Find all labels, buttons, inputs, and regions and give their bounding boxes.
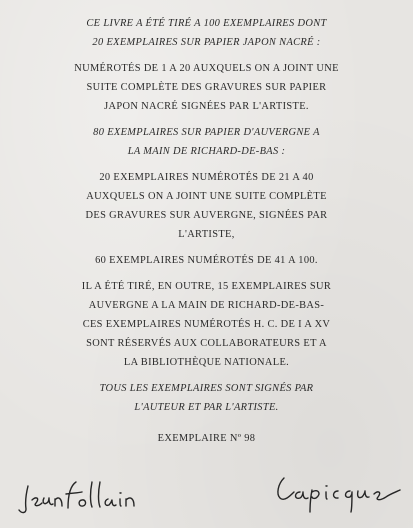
text-line: 80 EXEMPLAIRES SUR PAPIER D'AUVERGNE A: [93, 127, 320, 138]
text-line: AUXQUELS ON A JOINT UNE SUITE COMPLÈTE: [86, 191, 327, 202]
text-line: IL A ÉTÉ TIRÉ, EN OUTRE, 15 EXEMPLAIRES SUR: [81, 281, 332, 292]
edition-statement: [0, 14, 413, 52]
author-signature: [16, 476, 166, 518]
text-line: DES GRAVURES SUR AUVERGNE, SIGNÉES PAR: [85, 210, 328, 221]
text-line: LA MAIN DE RICHARD-DE-BAS :: [127, 146, 286, 157]
text-line: CES EXEMPLAIRES NUMÉROTÉS H. C. DE I A XV: [82, 319, 331, 330]
text-line: JAPON NACRÉ SIGNÉES PAR L'ARTISTE.: [104, 101, 309, 112]
text-line: L'ARTISTE,: [178, 229, 235, 240]
copy-number: [0, 429, 413, 448]
text-line: L'AUTEUR ET PAR L'ARTISTE.: [134, 402, 279, 413]
text-line: 60 EXEMPLAIRES NUMÉROTÉS DE 41 A 100.: [95, 255, 318, 266]
text-line: SUITE COMPLÈTE DES GRAVURES SUR PAPIER: [86, 82, 327, 93]
text-line: TOUS LES EXEMPLAIRES SONT SIGNÉS PAR: [99, 383, 314, 394]
text-line: SONT RÉSERVÉS AUX COLLABORATEURS ET A: [86, 338, 327, 349]
signed-statement: [0, 379, 413, 417]
text-line: AUVERGNE A LA MAIN DE RICHARD-DE-BAS-: [88, 300, 325, 311]
hors-commerce-paragraph: [0, 277, 413, 372]
japon-copies-paragraph: [0, 59, 413, 116]
text-line: NUMÉROTÉS DE 1 A 20 AUXQUELS ON A JOINT UNE: [74, 63, 339, 74]
text-line: LA BIBLIOTHÈQUE NATIONALE.: [123, 357, 290, 368]
artist-signature: [270, 470, 405, 516]
colophon-text: [0, 14, 413, 448]
text-line: 20 EXEMPLAIRES NUMÉROTÉS DE 21 A 40: [99, 172, 314, 183]
auvergne-statement: [0, 123, 413, 161]
remaining-copies-paragraph: [0, 251, 413, 270]
text-line: 20 EXEMPLAIRES SUR PAPIER JAPON NACRÉ :: [92, 37, 321, 48]
auvergne-copies-paragraph: [0, 168, 413, 244]
text-line: CE LIVRE A ÉTÉ TIRÉ A 100 EXEMPLAIRES DONT: [86, 18, 327, 29]
text-line: EXEMPLAIRE Nº 98: [157, 433, 256, 444]
